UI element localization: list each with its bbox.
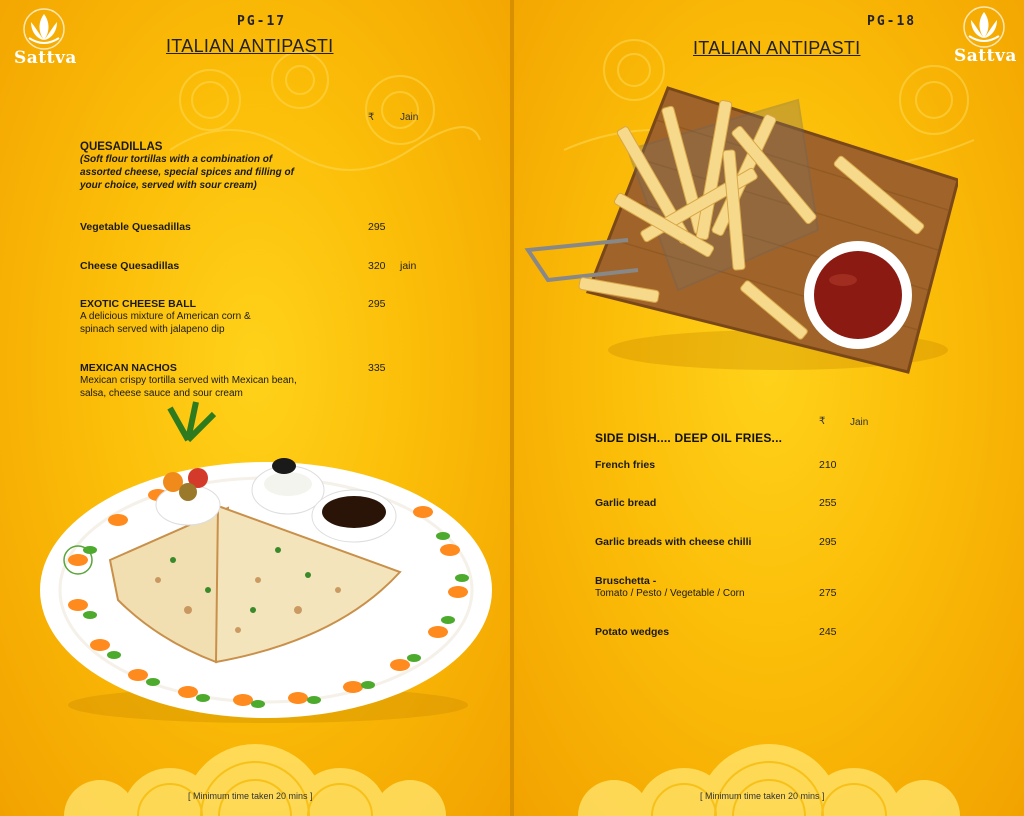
menu-item-price: 295	[819, 536, 837, 548]
floral-bottom-decoration	[564, 721, 974, 816]
menu-item-quesadillas	[80, 141, 315, 192]
menu-item-name: Garlic bread	[595, 497, 657, 509]
menu-item-name: Vegetable Quesadillas	[80, 221, 191, 233]
menu-item-cheese-quesadillas	[80, 260, 179, 272]
menu-item-french-fries	[595, 459, 655, 471]
lotus-logo-icon	[961, 6, 1007, 48]
menu-item-name: MEXICAN NACHOS	[80, 362, 177, 374]
page-number: PG-18	[867, 14, 917, 29]
brand-name: Sattva	[954, 46, 1017, 66]
menu-item-name: Cheese Quesadillas	[80, 260, 180, 272]
minimum-time-note: [ Minimum time taken 20 mins ]	[188, 791, 313, 801]
menu-item-name: French fries	[595, 459, 656, 471]
menu-item-description: A delicious mixture of American corn & spinach served with jalapeno dip	[80, 311, 251, 335]
brand-name: Sattva	[14, 48, 77, 68]
menu-item-price: 275	[819, 587, 837, 599]
menu-page-18	[514, 0, 1024, 816]
menu-item-description: (Soft flour tortillas with a combination of assorted cheese, special spices and filling of your choice, served with sour cream)	[80, 154, 294, 191]
menu-item-name: EXOTIC CHEESE BALL	[80, 298, 197, 310]
floral-bottom-decoration	[50, 721, 460, 816]
minimum-time-note: [ Minimum time taken 20 mins ]	[700, 791, 825, 801]
menu-item-price: 245	[819, 626, 837, 638]
menu-item-garlic-bread	[595, 497, 656, 509]
menu-item-mexican-nachos	[80, 362, 320, 400]
currency-header: ₹	[819, 416, 826, 427]
page-number: PG-17	[237, 14, 287, 29]
menu-item-price: 295	[368, 298, 386, 310]
brand-logo	[954, 6, 1017, 66]
brand-logo	[14, 8, 77, 68]
page-title: ITALIAN ANTIPASTI	[693, 38, 861, 58]
menu-item-garlic-breads-cheese-chilli	[595, 536, 751, 548]
jain-header: Jain	[400, 112, 419, 123]
menu-item-exotic-cheese-ball	[80, 298, 280, 336]
menu-item-potato-wedges	[595, 626, 669, 638]
menu-item-name: Potato wedges	[595, 626, 670, 638]
menu-item-price: 255	[819, 497, 837, 509]
menu-item-description: Mexican crispy tortilla served with Mexican bean, salsa, cheese sauce and sour cream	[80, 375, 297, 399]
quesadilla-plate-photo	[38, 400, 498, 730]
jain-header: Jain	[850, 417, 869, 428]
lotus-logo-icon	[21, 8, 67, 50]
menu-item-bruschetta	[595, 575, 745, 600]
menu-item-name: Bruschetta -	[595, 575, 657, 587]
page-title: ITALIAN ANTIPASTI	[166, 36, 334, 56]
menu-item-price: 210	[819, 459, 837, 471]
menu-item-name: QUESADILLAS	[80, 141, 163, 153]
french-fries-photo	[518, 80, 958, 380]
menu-item-price: 320	[368, 260, 386, 272]
menu-item-name: Garlic breads with cheese chilli	[595, 536, 752, 548]
menu-item-price: 295	[368, 221, 386, 233]
menu-item-description: Tomato / Pesto / Vegetable / Corn	[595, 588, 745, 599]
menu-item-vegetable-quesadillas	[80, 221, 191, 233]
menu-item-price: 335	[368, 362, 386, 374]
currency-header: ₹	[368, 112, 375, 123]
section-title: SIDE DISH.... DEEP OIL FRIES...	[595, 431, 783, 445]
menu-page-17	[0, 0, 510, 816]
menu-item-jain: jain	[400, 260, 417, 272]
